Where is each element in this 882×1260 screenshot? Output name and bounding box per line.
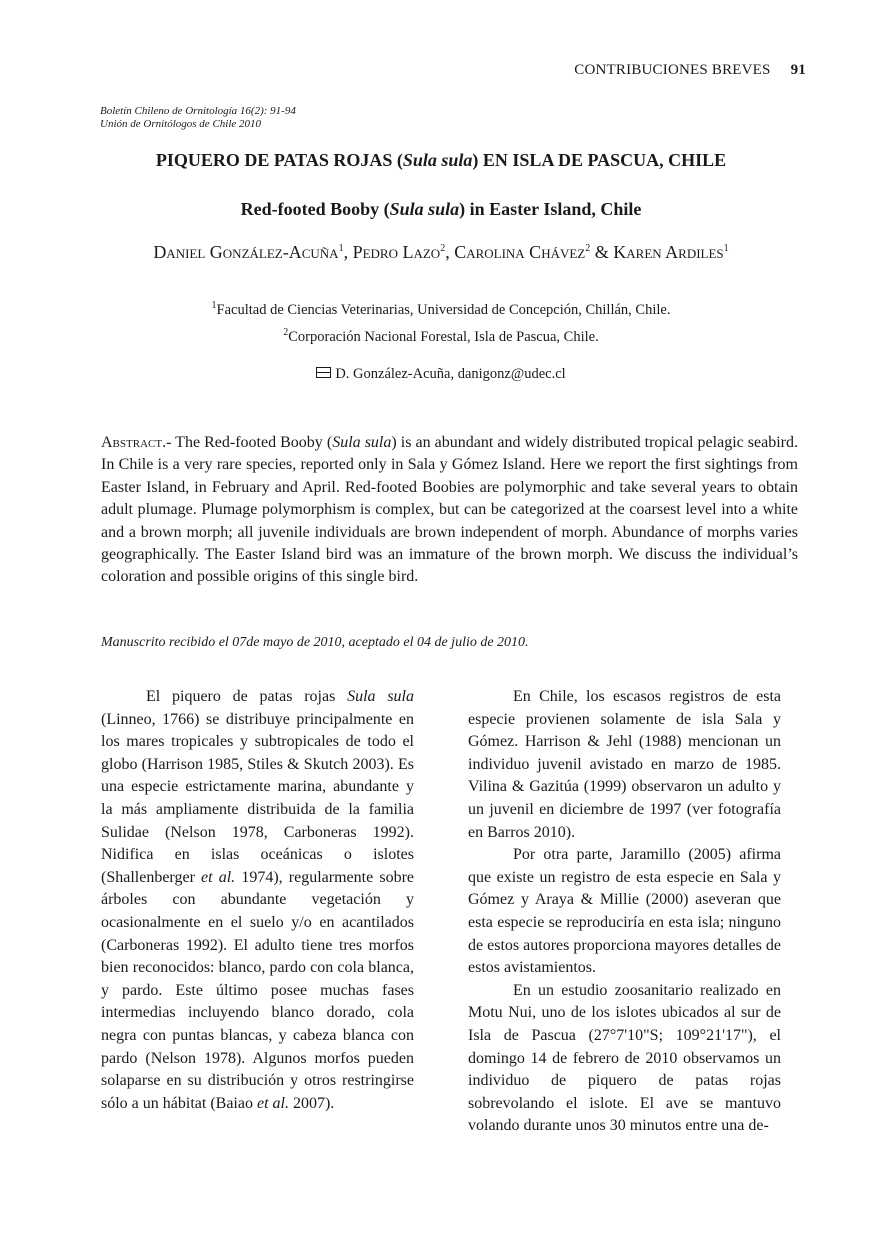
author-list — [0, 242, 882, 263]
author-separator: , — [343, 242, 353, 262]
title-es-part: ) EN ISLA DE PASCUA, CHILE — [472, 150, 727, 170]
journal-line-1: Boletín Chileno de Ornitología 16(2): 91-94 — [100, 105, 296, 117]
abstract-text: The Red-footed Booby ( — [171, 434, 333, 451]
paragraph: En Chile, los escasos registros de esta especie provienen solamente de isla Sala y Gómez. Harrison & Jehl (1988) mencionan un individuo juvenil avistado en marzo de 1985. Vilina & Gazitúa (1999) observaron un adulto y un juvenil en diciembre de 1997 (ver fotografía en Barros 2010). — [468, 688, 781, 841]
title-en-species: Sula sula — [389, 199, 460, 219]
affiliation-text: Facultad de Ciencias Veterinarias, Universidad de Concepción, Chillán, Chile. — [216, 301, 671, 318]
paragraph: Por otra parte, Jaramillo (2005) afirma que existe un registro de esta especie en Sala y Gómez y Araya & Millie (2000) aseveran que esta especie se reproduciría en esta isla; ninguno de estos autores proporciona mayores detalles de estos avistamientos. — [468, 846, 781, 977]
et-al: et al. — [201, 868, 236, 886]
et-al: et al. — [256, 1094, 289, 1112]
affiliation-1 — [0, 300, 882, 319]
abstract-text: ) is an abundant and widely distributed tropical pelagic seabird. In Chile is a very rare species, reported only in Sala y Gómez Island. Here we report the first sightings from Easter Island, in February and April. Red-footed Boobies are polymorphic and take several years to obtain adult plumage. Plumage polymorphism is complex, but can be categorized at the coarsest level into a white and a brown morph; all juvenile individuals are brown independent of morph. Abundance of morphs varies geographically. The Easter Island bird was an immature of the brown morph. We discuss the individual’s coloration and possible origins of this single bird. — [101, 434, 799, 586]
title-en-part: Red-footed Booby ( — [240, 199, 390, 219]
affiliation-text: Corporación Nacional Forestal, Isla de Pascua, Chile. — [288, 328, 599, 345]
author-name: Pedro Lazo — [352, 242, 441, 262]
contact-text: D. González-Acuña, danigonz@udec.cl — [335, 366, 566, 382]
corresponding-contact — [0, 366, 882, 383]
author-affiliation-mark: 1 — [338, 243, 344, 254]
author-separator: & — [590, 242, 614, 262]
author-affiliation-mark: 1 — [723, 243, 729, 254]
abstract-label: Abstract.- — [101, 434, 172, 451]
journal-citation — [100, 105, 296, 131]
species-name: Sula sula — [347, 688, 414, 705]
affiliation-2 — [0, 327, 882, 346]
text: (Linneo, 1766) se distribuye principalmente en los mares tropicales y subtropicales de todo el globo (Harrison 1985, Stiles & Skutch 2003). Es una especie estrictamente marina, abundante y la más ampliamente distribuida de la familia Sulidae (Nelson 1978, Carboneras 1992). Nidifica en islas oceánicas o islotes (Shallenberger — [101, 710, 414, 886]
title-es-part: PIQUERO DE PATAS ROJAS ( — [155, 150, 403, 170]
journal-line-2: Unión de Ornitólogos de Chile 2010 — [100, 118, 262, 130]
abstract-species: Sula sula — [332, 434, 392, 451]
text: 1974), regularmente sobre árboles con abundante vegetación y ocasionalmente en el suelo y/o en acantilados (Carboneras 1992). El adulto tiene tres morfos bien reconocidos: blanco, pardo con cola blanca, y pardo. Este último posee muchas fases intermedias incluyendo blanco dorado, cola negra con puntas blancas, y cabeza blanca con pardo (Nelson 1978). Algunos morfos pueden solaparse en su distribución y otros restringirse sólo a un hábitat (Baiao — [101, 868, 415, 1112]
received-date: Manuscrito recibido el 07de mayo de 2010, aceptado el 04 de julio de 2010. — [101, 635, 529, 650]
author-separator: , — [445, 242, 455, 262]
affiliation-number: 1 — [211, 300, 217, 311]
body-column-right — [468, 686, 781, 1138]
body-column-left — [101, 686, 414, 1115]
author-affiliation-mark: 2 — [585, 243, 591, 254]
title-en-part: ) in Easter Island, Chile — [459, 199, 642, 219]
section-title: CONTRIBUCIONES BREVES — [574, 62, 771, 78]
title-spanish — [0, 150, 882, 171]
paragraph: En un estudio zoosanitario realizado en Motu Nui, uno de los islotes ubicados al sur de Isla de Pascua (27°7'10"S; 109°21'17"), el domingo 14 de febrero de 2010 observamos un individuo de piquero de patas rojas sobrevolando el islote. El ave se mantuvo volando durante unos 30 minutos entre una de- — [468, 981, 781, 1135]
author-name: Carolina Chávez — [454, 242, 586, 262]
title-english — [0, 199, 882, 220]
page-number: 91 — [790, 62, 806, 78]
title-es-species: Sula sula — [402, 150, 473, 170]
running-header — [574, 62, 806, 79]
author-name: Daniel González-Acuña — [153, 242, 339, 262]
text: El piquero de patas rojas — [146, 688, 348, 705]
author-affiliation-mark: 2 — [440, 243, 446, 254]
abstract — [101, 432, 798, 589]
envelope-icon — [316, 367, 331, 378]
affiliation-number: 2 — [283, 327, 289, 338]
author-name: Karen Ardiles — [613, 242, 724, 262]
text: 2007). — [288, 1094, 335, 1112]
paragraph — [101, 686, 414, 1115]
